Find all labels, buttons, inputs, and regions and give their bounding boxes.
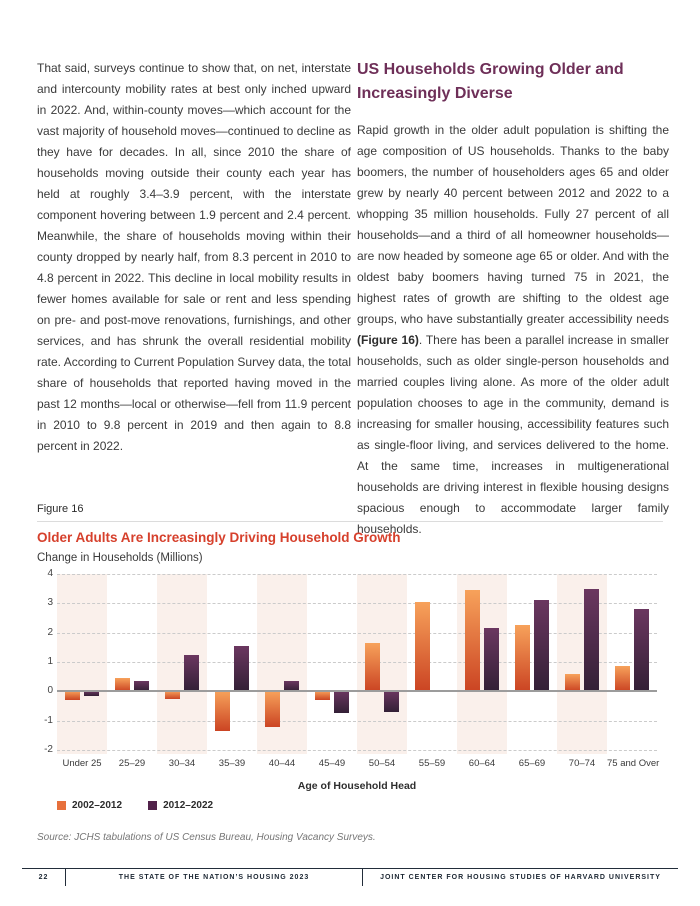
figure-label: Figure 16 xyxy=(37,503,84,515)
gridline xyxy=(57,750,657,751)
x-tick-label: 55–59 xyxy=(418,758,446,769)
bar-2002–2012-65–69 xyxy=(515,625,530,691)
gridline xyxy=(57,633,657,634)
category-band xyxy=(557,574,607,754)
bar-2002–2012-60–64 xyxy=(465,590,480,691)
legend-swatch-purple xyxy=(148,801,157,810)
bar-2002–2012-30–34 xyxy=(165,691,180,698)
bar-2012–2022-65–69 xyxy=(534,600,549,691)
x-tick-label: 75 and Over xyxy=(607,758,660,769)
page-number: 22 xyxy=(38,874,49,881)
bar-2012–2022-70–74 xyxy=(584,589,599,692)
figure-subtitle: Change in Households (Millions) xyxy=(37,552,203,564)
x-tick-label: 60–64 xyxy=(468,758,496,769)
bar-2002–2012-45–49 xyxy=(315,691,330,700)
y-tick-label: 1 xyxy=(47,656,53,667)
x-axis-title: Age of Household Head xyxy=(297,780,417,792)
x-tick-label: 65–69 xyxy=(518,758,546,769)
figure-divider xyxy=(37,521,663,522)
legend-item-2002-2012 xyxy=(57,800,122,811)
bar-2002–2012-25–29 xyxy=(115,678,130,691)
x-tick-label: Under 25 xyxy=(62,758,102,769)
page-footer xyxy=(22,868,678,886)
footer-org-name: JOINT CENTER FOR HOUSING STUDIES OF HARVARD UNIVERSITY xyxy=(380,874,661,881)
category-band xyxy=(157,574,207,754)
zero-axis-line xyxy=(57,690,657,692)
bar-2012–2022-45–49 xyxy=(334,691,349,713)
y-tick-label: 0 xyxy=(47,685,53,697)
y-tick-label: 4 xyxy=(47,568,53,579)
bar-2002–2012-55–59 xyxy=(415,602,430,691)
x-tick-label: 50–54 xyxy=(368,758,396,769)
bar-2002–2012-40–44 xyxy=(265,691,280,726)
bar-2012–2022-75 and Over xyxy=(634,609,649,691)
right-column xyxy=(357,58,669,540)
figure-source: Source: JCHS tabulations of US Census Bureau, Housing Vacancy Surveys. xyxy=(37,832,376,843)
bar-2012–2022-60–64 xyxy=(484,628,499,691)
gridline xyxy=(57,721,657,722)
footer-report-title: THE STATE OF THE NATION’S HOUSING 2023 xyxy=(118,874,310,881)
bar-2002–2012-50–54 xyxy=(365,643,380,691)
right-paragraph: Rapid growth in the older adult population is shifting the age composition of US households. Thanks to the baby boomers, the number of householders ages 65 and older grew by nearly 40 percent between 2012 and 2022 to a whopping 35 million households. Fully 27 percent of all households—and a third of all homeowner households—are now headed by someone age 65 or older. And with the oldest baby boomers having turned 75 in 2021, the highest rates of growth are shifting to the oldest age groups, who have substantially greater accessibility needs (Figure 16). There has been a parallel increase in smaller households, such as older single-person households and married couples living alone. As more of the older adult population chooses to age in the community, demand is increasing for smaller housing, accessibility features such as single-floor living, and services delivered to the home. At the same time, increases in multigenerational households are driving interest in flexible housing designs spacious enough to accommodate larger family households. xyxy=(357,123,669,536)
left-paragraph: That said, surveys continue to show that, on net, interstate and intercounty mobility rates at best only inched upward in 2022. And, within-county moves—which account for the vast majority of household moves—continued to decline as they have for decades. In all, since 2010 the share of households moving outside their county each year has held at roughly 3.4–3.9 percent, with the interstate component hovering between 1.9 percent and 2.4 percent. Meanwhile, the share of households moving within their county dropped by nearly half, from 8.3 percent in 2010 to 4.8 percent in 2022. This decline in local mobility results in fewer homes available for sale or rent and less spending on pre- and post-move renovations, furnishings, and other services, and has shrunk the overall residential mobility rate. According to Current Population Survey data, the total share of households that reported having moved in the past 12 months—local or otherwise—fell from 11.9 percent in 2010 to 9.8 percent in 2019 and then again to 8.8 percent in 2022. xyxy=(37,61,351,453)
bar-2012–2022-30–34 xyxy=(184,655,199,692)
y-tick-label: 3 xyxy=(47,597,53,609)
bar-2012–2022-50–54 xyxy=(384,691,399,712)
gridline xyxy=(57,574,657,575)
legend-swatch-orange xyxy=(57,801,66,810)
x-tick-label: 45–49 xyxy=(318,758,346,769)
x-tick-label: 40–44 xyxy=(268,758,296,769)
bar-chart xyxy=(37,568,663,814)
y-tick-label: -1 xyxy=(44,714,53,726)
left-column xyxy=(37,58,351,457)
x-tick-label: 30–34 xyxy=(168,758,196,769)
y-tick-label: -2 xyxy=(44,744,53,755)
category-band xyxy=(257,574,307,754)
x-tick-label: 25–29 xyxy=(118,758,146,769)
legend-label: 2002–2012 xyxy=(72,800,123,811)
gridline xyxy=(57,662,657,663)
figure-title: Older Adults Are Increasingly Driving Household Growth xyxy=(37,530,401,545)
legend-item-2012-2022 xyxy=(148,800,213,811)
legend-label: 2012–2022 xyxy=(163,800,214,811)
x-tick-label: 35–39 xyxy=(218,758,246,769)
chart-legend xyxy=(57,800,213,811)
section-heading: US Households Growing Older and Increasingly Diverse xyxy=(357,61,624,102)
bar-2002–2012-35–39 xyxy=(215,691,230,731)
bar-2002–2012-Under 25 xyxy=(65,691,80,700)
bar-2012–2022-35–39 xyxy=(234,646,249,691)
chart-plot-area xyxy=(44,568,660,769)
category-band xyxy=(57,574,107,754)
x-tick-label: 70–74 xyxy=(568,758,596,769)
bar-2002–2012-75 and Over xyxy=(615,666,630,691)
figure-16 xyxy=(37,503,663,843)
y-tick-label: 2 xyxy=(47,626,53,638)
gridline xyxy=(57,603,657,604)
bar-2002–2012-70–74 xyxy=(565,674,580,692)
